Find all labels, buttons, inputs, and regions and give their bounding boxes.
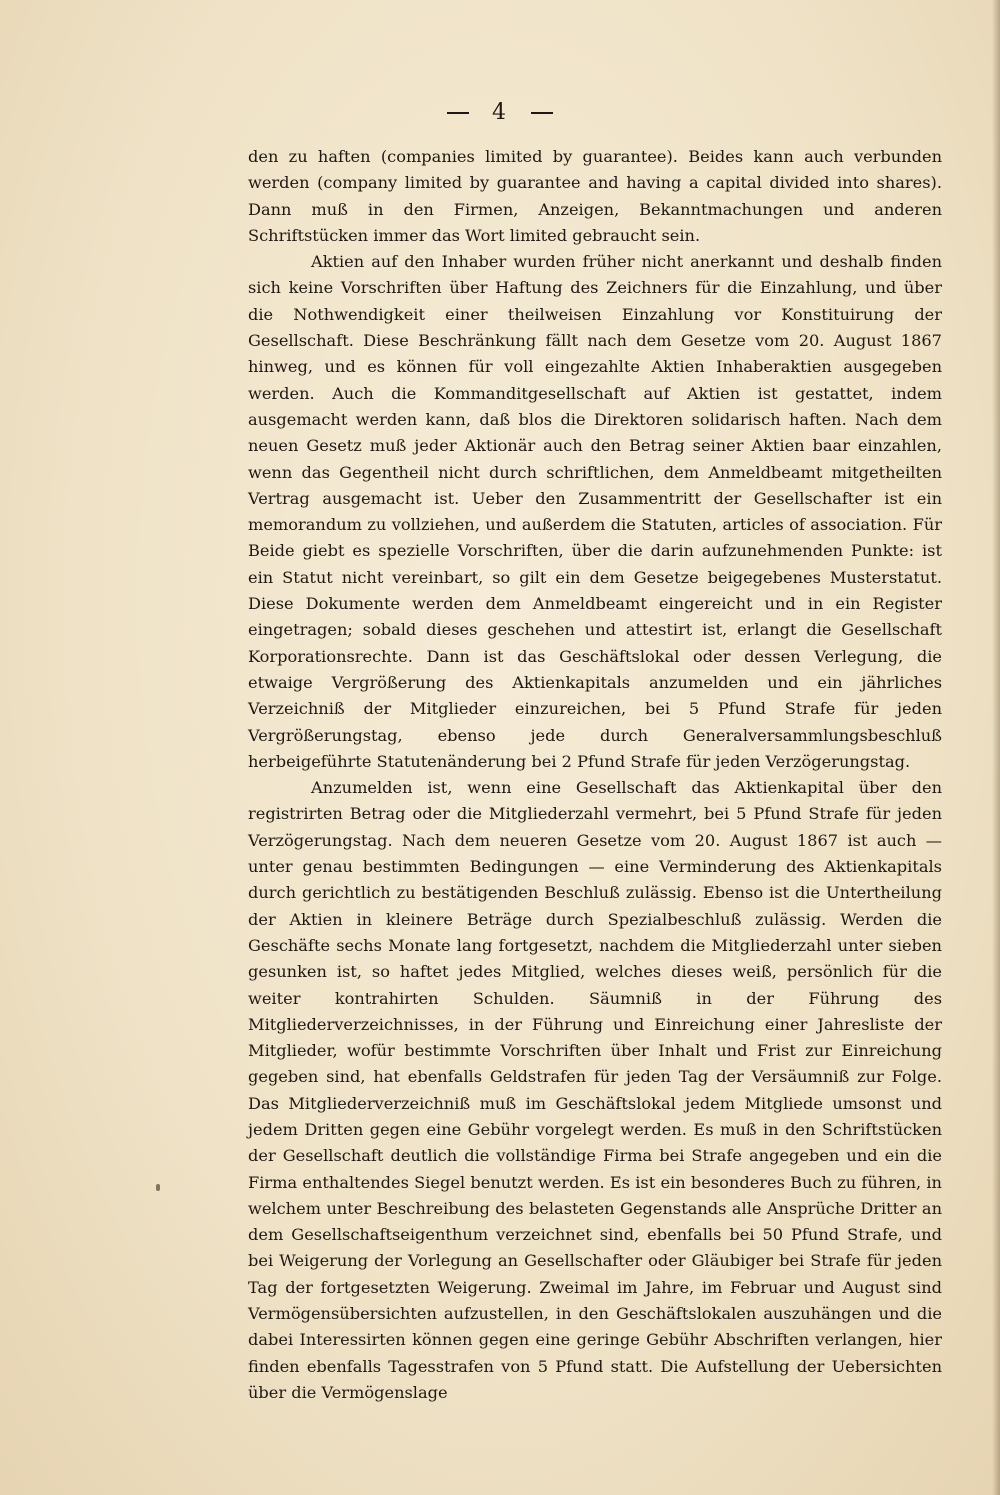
header-dash-left (447, 112, 469, 114)
paragraph-continued: den zu haften (companies limited by guarantee). Beides kann auch verbunden werden (company limited by guarantee and having a capital divided into shares). Dann muß in den Firmen, Anzeigen, Bekanntmachungen und anderen Schriftstücken immer das Wort limited gebraucht sein. (248, 147, 942, 245)
ink-speck (156, 1184, 160, 1191)
header-dash-right (531, 112, 553, 114)
paragraph: Anzumelden ist, wenn eine Gesellschaft das Aktienkapital über den registrirten Betrag oder die Mitgliederzahl vermehrt, bei 5 Pfund Strafe für jeden Verzögerungstag. Nach dem neueren Gesetze vom 20. August 1867 ist auch — unter genau bestimmten Bedingungen — eine Verminderung des Aktienkapitals durch gerichtlich zu bestätigenden Beschluß zulässig. Ebenso ist die Untertheilung der Aktien in kleinere Beträge durch Spezialbeschluß zulässig. Werden die Geschäfte sechs Monate lang fortgesetzt, nachdem die Mitgliederzahl unter sieben gesunken ist, so haftet jedes Mitglied, welches dieses weiß, persönlich für die weiter kontrahirten Schulden. Säumniß in der Führung des Mitgliederverzeichnisses, in der Führung und Einreichung einer Jahresliste der Mitglieder, wofür bestimmte Vorschriften über Inhalt und Frist zur Einreichung gegeben sind, hat ebenfalls Geldstrafen für jeden Tag der Versäumniß zur Folge. Das Mitgliederverzeichniß muß im Geschäftslokal jedem Mitgliede umsonst und jedem Dritten gegen eine Gebühr vorgelegt werden. Es muß in den Schriftstücken der Gesellschaft deutlich die vollständige Firma bei Strafe angegeben und ein die Firma enthaltendes Siegel benutzt werden. Es ist ein besonderes Buch zu führen, in welchem unter Beschreibung des belasteten Gegenstands alle Ansprüche Dritter an dem Gesellschaftseigenthum verzeichnet sind, ebenfalls bei 50 Pfund Strafe, und bei Weigerung der Vorlegung an Gesellschafter oder Gläubiger bei Strafe für jeden Tag der fortgesetzten Weigerung. Zweimal im Jahre, im Februar und August sind Vermögensübersichten aufzustellen, in den Geschäftslokalen auszuhängen und die dabei Interessirten können gegen eine geringe Gebühr Abschriften verlangen, hier finden ebenfalls Tagesstrafen von 5 Pfund statt. Die Aufstellung der Uebersichten über die Vermögenslage (248, 778, 942, 1402)
body-text (248, 144, 942, 1406)
page-number: 4 (492, 100, 508, 125)
page-header (0, 100, 1000, 125)
paragraph: Aktien auf den Inhaber wurden früher nicht anerkannt und deshalb finden sich keine Vorschriften über Haftung des Zeichners für die Einzahlung, und über die Nothwendigkeit einer theilweisen Einzahlung vor Konstituirung der Gesellschaft. Diese Beschränkung fällt nach dem Gesetze vom 20. August 1867 hinweg, und es können für voll eingezahlte Aktien Inhaberaktien ausgegeben werden. Auch die Kommanditgesellschaft auf Aktien ist gestattet, indem ausgemacht werden kann, daß blos die Direktoren solidarisch haften. Nach dem neuen Gesetz muß jeder Aktionär auch den Betrag seiner Aktien baar einzahlen, wenn das Gegentheil nicht durch schriftlichen, dem Anmeldbeamt mitgetheilten Vertrag ausgemacht ist. Ueber den Zusammentritt der Gesellschafter ist ein memorandum zu vollziehen, und außerdem die Statuten, articles of association. Für Beide giebt es spezielle Vorschriften, über die darin aufzunehmenden Punkte: ist ein Statut nicht vereinbart, so gilt ein dem Gesetze beigegebenes Musterstatut. Diese Dokumente werden dem Anmeldbeamt eingereicht und in ein Register eingetragen; sobald dieses geschehen und attestirt ist, erlangt die Gesellschaft Korporationsrechte. Dann ist das Geschäftslokal oder dessen Verlegung, die etwaige Vergrößerung des Aktienkapitals anzumelden und ein jährliches Verzeichniß der Mitglieder einzureichen, bei 5 Pfund Strafe für jeden Vergrößerungstag, ebenso jede durch Generalversammlungsbeschluß herbeigeführte Statutenänderung bei 2 Pfund Strafe für jeden Verzögerungstag. (248, 252, 942, 771)
page-edge-shadow (992, 0, 1000, 1495)
